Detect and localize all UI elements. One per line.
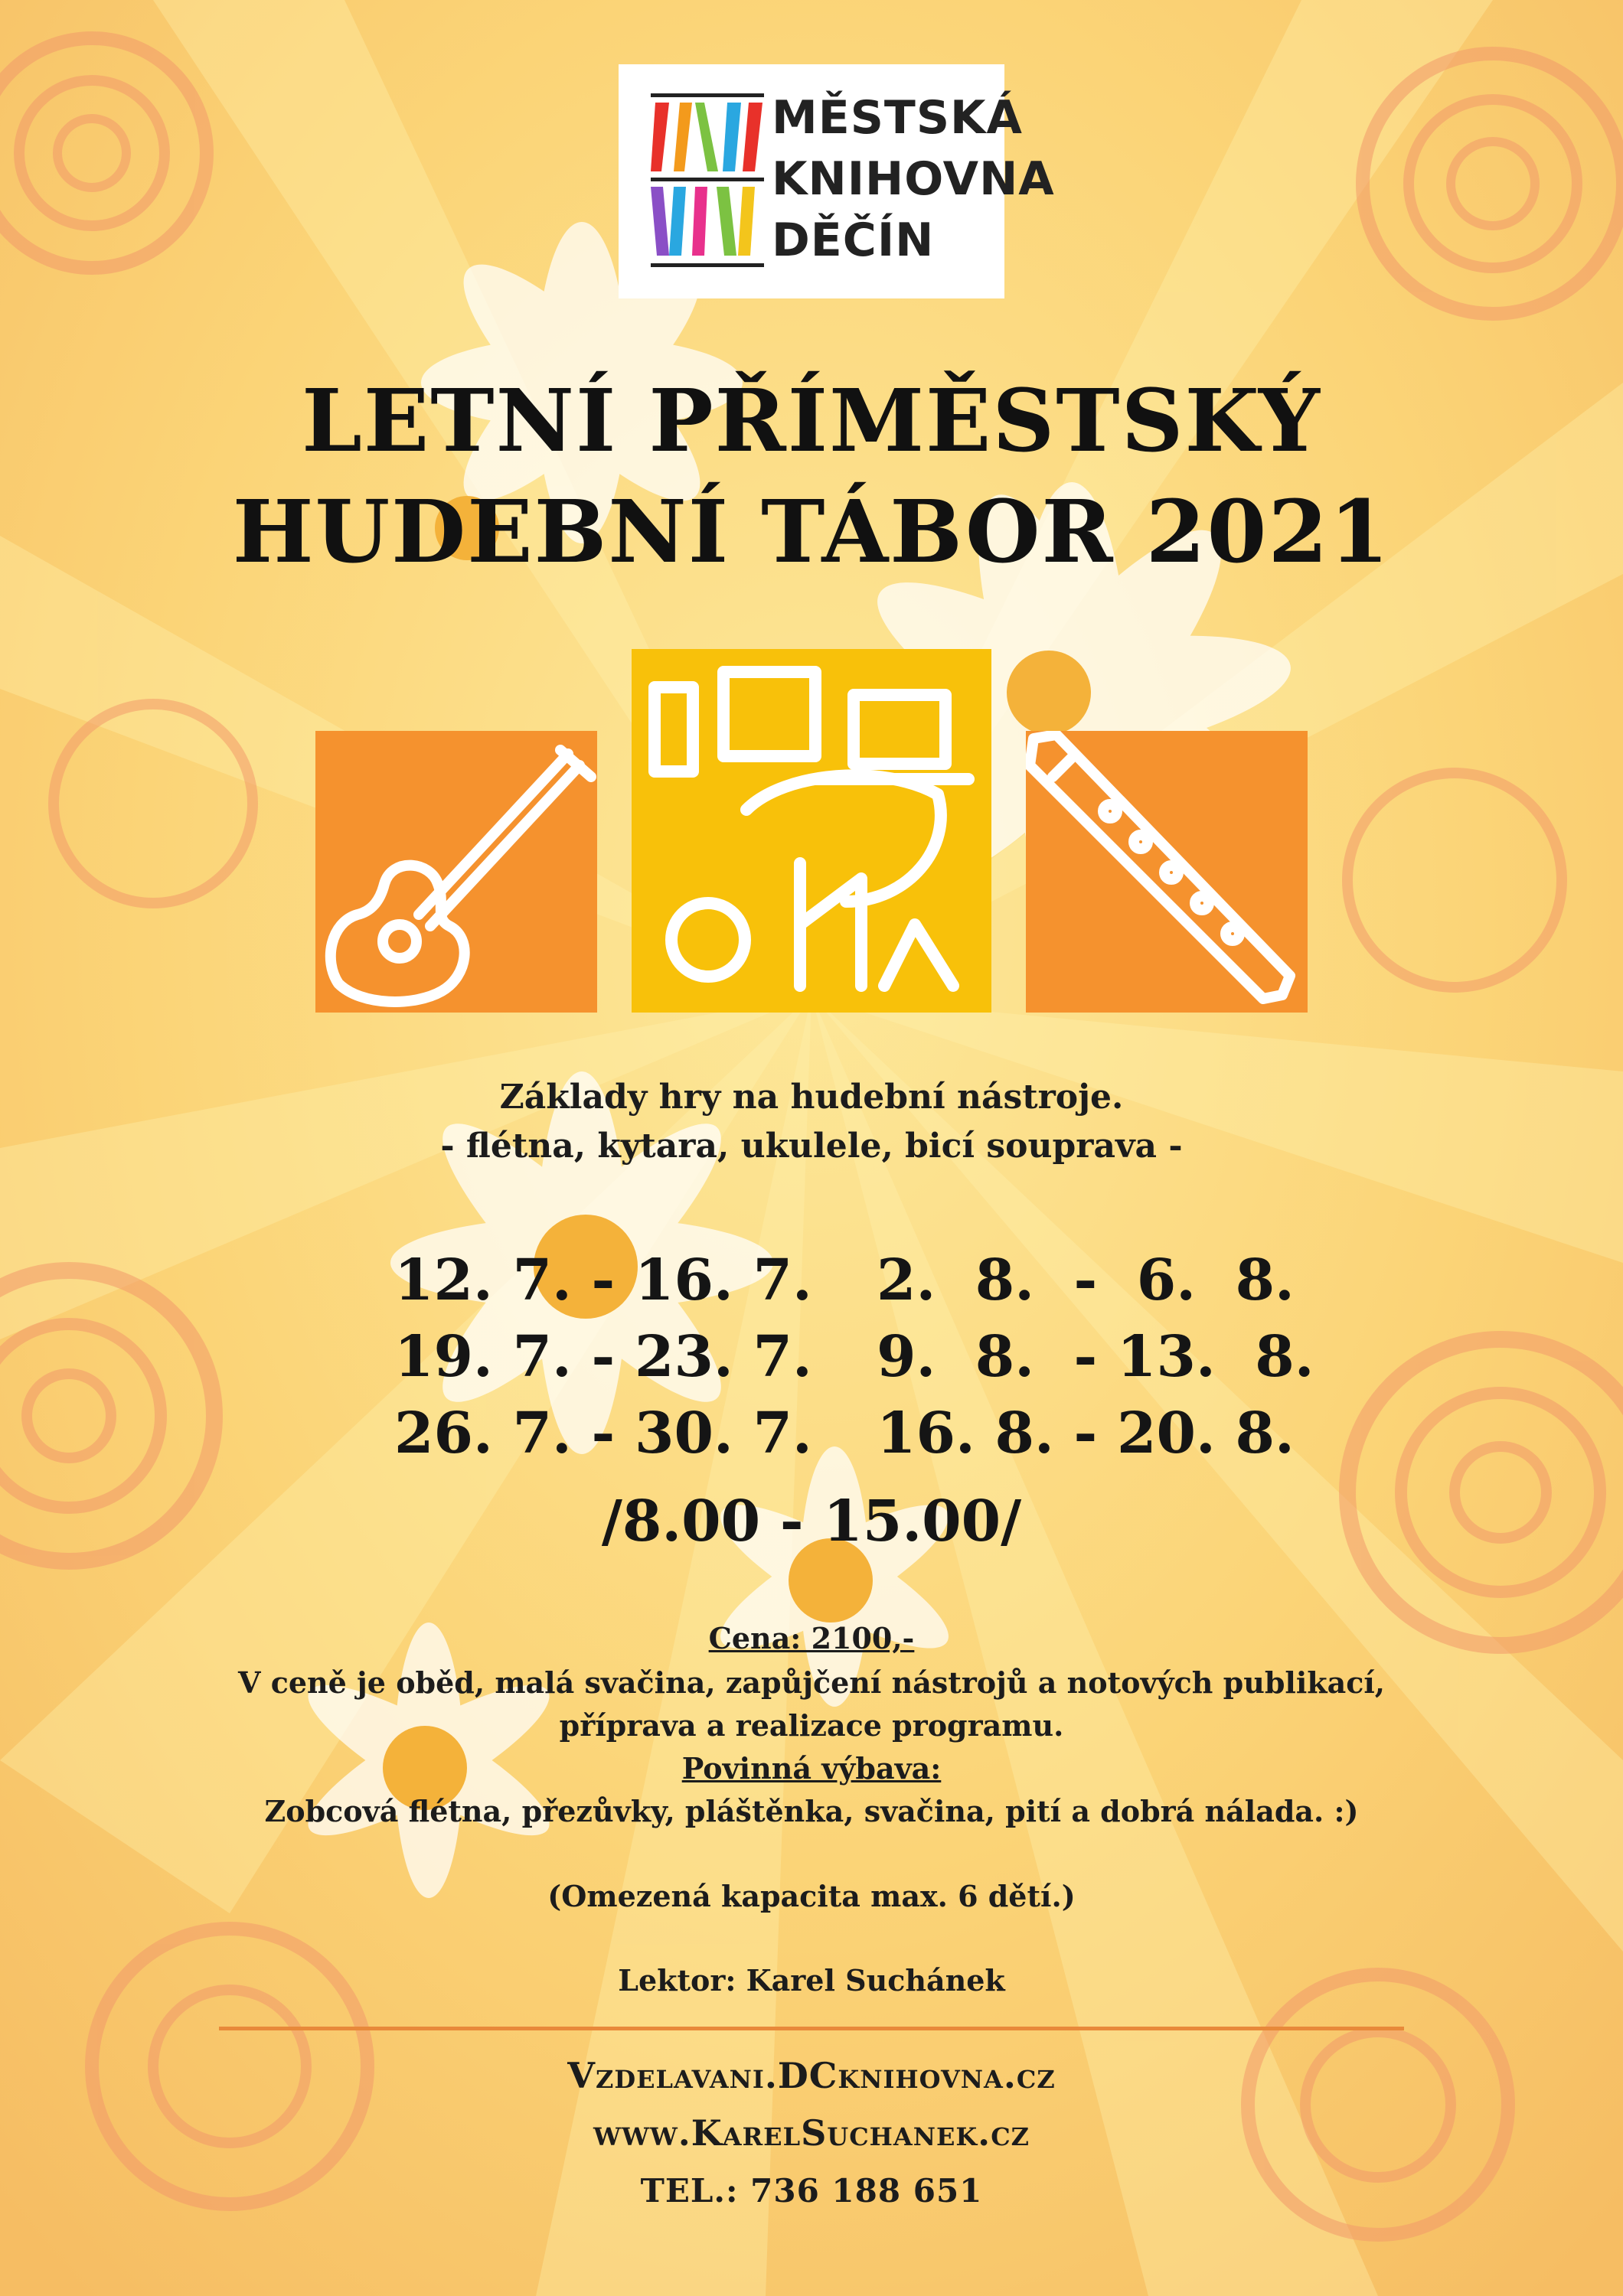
price-includes-line-1: V ceně je oběd, malá svačina, zapůjčení nástrojů a notových publikací, — [237, 1665, 1386, 1700]
subtitle-line-1: Základy hry na hudební nástroje. — [499, 1078, 1124, 1117]
recorder-flute-icon — [1026, 731, 1308, 1013]
phone-number: TEL.: 736 188 651 — [640, 2172, 983, 2210]
gear-list: Zobcová flétna, přezůvky, pláštěnka, svačina, pití a dobrá nálada. :) — [264, 1794, 1359, 1828]
date-range-4: 2. 8. - 6. 8. — [877, 1247, 1295, 1313]
title-line-2: HUDEBNÍ TÁBOR 2021 — [232, 482, 1391, 582]
price-includes-line-2: příprava a realizace programu. — [559, 1708, 1064, 1743]
date-range-2: 19. 7. - 23. 7. — [394, 1324, 812, 1390]
lecturer: Lektor: Karel Suchánek — [618, 1963, 1005, 1998]
guitar-icon — [315, 731, 597, 1013]
gear-label: Povinná výbava: — [681, 1751, 942, 1786]
camp-hours: /8.00 - 15.00/ — [601, 1489, 1022, 1554]
logo-line-2: KNIHOVNA — [772, 152, 1055, 206]
date-range-5: 9. 8. - 13. 8. — [877, 1324, 1314, 1390]
website-library[interactable]: Vzdelavani.DCknihovna.cz — [567, 2055, 1056, 2096]
website-lecturer[interactable]: www.KarelSuchanek.cz — [593, 2112, 1030, 2154]
logo-line-1: MĚSTSKÁ — [772, 91, 1023, 145]
logo-line-3: DĚČÍN — [772, 214, 935, 267]
date-range-6: 16. 8. - 20. 8. — [877, 1401, 1295, 1466]
date-range-3: 26. 7. - 30. 7. — [394, 1401, 812, 1466]
drum-kit-icon — [632, 649, 991, 1013]
capacity-note: (Omezená kapacita max. 6 dětí.) — [547, 1879, 1076, 1913]
subtitle-line-2: - flétna, kytara, ukulele, bicí souprava - — [440, 1127, 1183, 1166]
library-logo — [619, 64, 1055, 298]
divider-line — [219, 2027, 1404, 2030]
library-logo-mark-icon — [651, 93, 764, 269]
title-line-1: LETNÍ PŘÍMĚSTSKÝ — [302, 371, 1321, 471]
price-label: Cena: 2100,- — [708, 1621, 915, 1655]
date-range-1: 12. 7. - 16. 7. — [394, 1247, 812, 1313]
library-logo-text — [772, 87, 1055, 271]
